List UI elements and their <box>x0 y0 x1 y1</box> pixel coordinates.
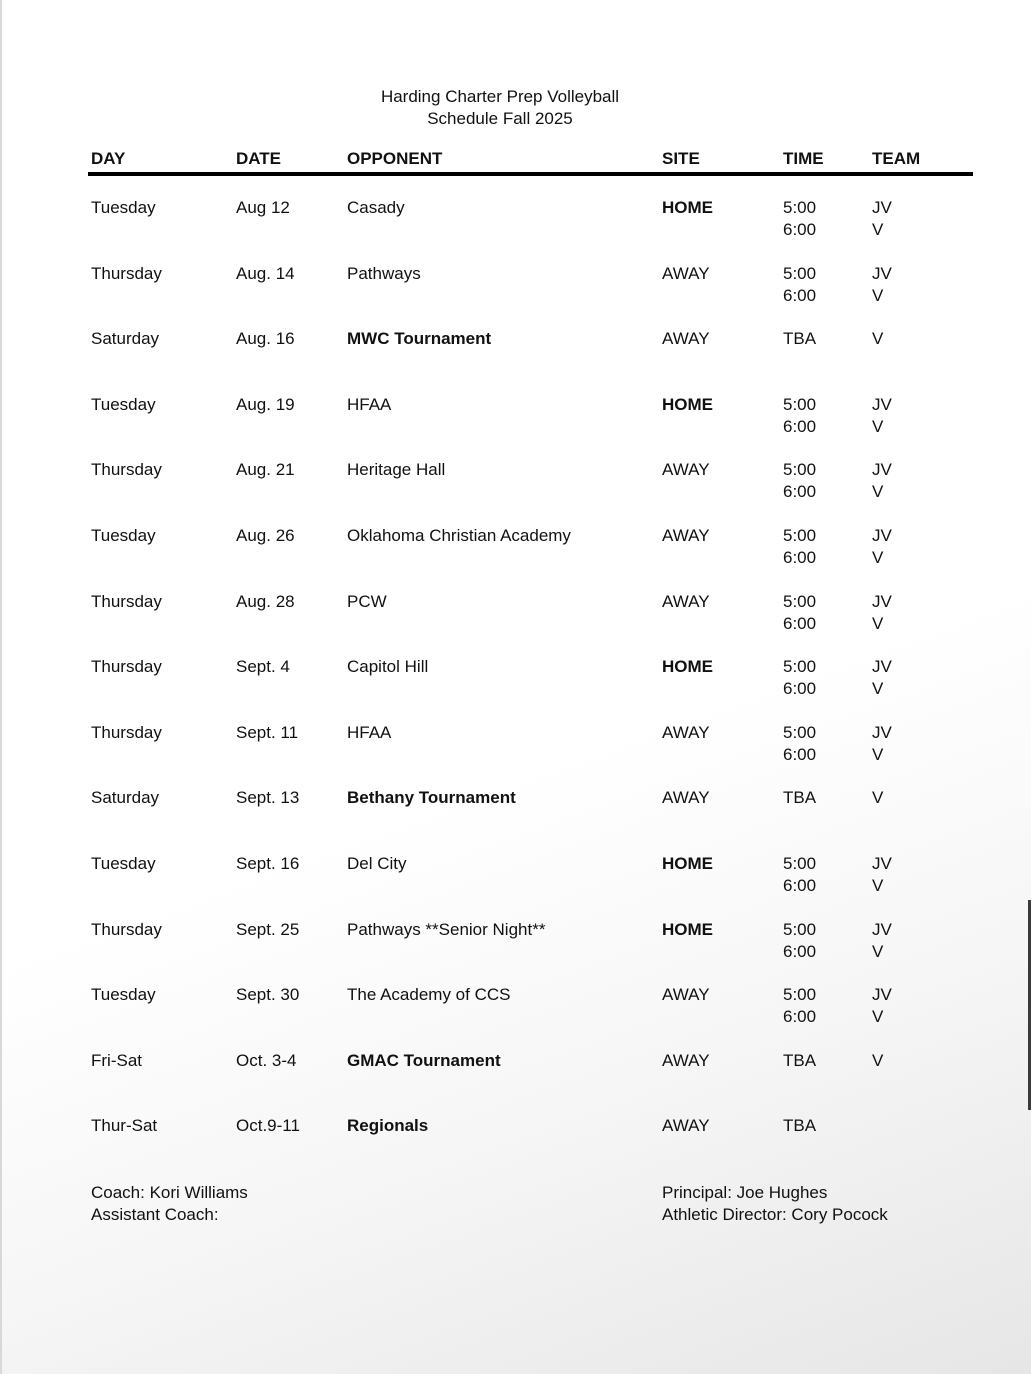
cell-time <box>783 591 816 635</box>
footer-staff-right <box>662 1182 888 1226</box>
cell-team <box>872 459 892 503</box>
cell-day: Saturday <box>91 788 160 808</box>
time-value: TBA <box>783 788 817 808</box>
cell-site: AWAY <box>662 329 710 349</box>
cell-team <box>872 984 892 1028</box>
cell-site: AWAY <box>662 525 710 545</box>
cell-time <box>783 263 816 307</box>
team-value: V <box>872 679 884 699</box>
cell-time <box>783 1115 816 1137</box>
team-value: V <box>872 285 884 305</box>
cell-time <box>783 984 816 1028</box>
cell-time <box>783 919 816 963</box>
header-team: TEAM <box>872 149 921 168</box>
table-row <box>0 1050 1031 1116</box>
cell-opponent: Bethany Tournament <box>347 788 516 808</box>
cell-site: HOME <box>662 853 713 873</box>
cell-site: AWAY <box>662 460 710 480</box>
header-time: TIME <box>783 149 824 168</box>
cell-date: Aug. 26 <box>236 525 295 545</box>
cell-site: HOME <box>662 198 713 217</box>
assistant-coach: Assistant Coach: <box>91 1205 219 1224</box>
table-row <box>0 328 1031 394</box>
table-row <box>0 197 1031 263</box>
cell-site: AWAY <box>662 722 710 742</box>
team-value: V <box>872 1007 884 1027</box>
time-value: 5:00 <box>783 394 817 414</box>
team-value: JV <box>872 985 892 1005</box>
cell-team <box>872 787 883 809</box>
principal-name: Principal: Joe Hughes <box>662 1183 828 1202</box>
time-value: TBA <box>783 1050 817 1070</box>
cell-opponent: Casady <box>347 198 405 217</box>
cell-team <box>872 197 892 241</box>
table-row <box>0 722 1031 788</box>
team-value: V <box>872 482 884 502</box>
time-value: 6:00 <box>783 744 817 764</box>
cell-date: Oct.9-11 <box>236 1116 300 1136</box>
cell-opponent: Regionals <box>347 1116 429 1136</box>
cell-date: Aug 12 <box>236 198 290 217</box>
time-value: 6:00 <box>783 613 817 633</box>
cell-date: Oct. 3-4 <box>236 1050 297 1070</box>
team-value: JV <box>872 263 892 283</box>
cell-day: Saturday <box>91 329 160 349</box>
cell-opponent: Pathways **Senior Night** <box>347 919 546 939</box>
cell-site: HOME <box>662 394 713 414</box>
team-value: JV <box>872 198 892 217</box>
cell-team <box>872 919 892 963</box>
time-value: 5:00 <box>783 460 817 480</box>
team-value: V <box>872 220 884 239</box>
cell-time <box>783 853 816 897</box>
cell-team <box>872 656 892 700</box>
time-value: 6:00 <box>783 482 817 502</box>
cell-date: Sept. 25 <box>236 919 300 939</box>
table-row <box>0 394 1031 460</box>
team-value: V <box>872 875 884 895</box>
cell-date: Aug. 19 <box>236 394 295 414</box>
cell-day: Thur-Sat <box>91 1116 158 1136</box>
cell-date: Sept. 30 <box>236 985 300 1005</box>
cell-time <box>783 722 816 766</box>
cell-opponent: HFAA <box>347 394 392 414</box>
team-value: JV <box>872 722 892 742</box>
cell-site: HOME <box>662 657 713 677</box>
cell-team <box>872 591 892 635</box>
time-value: 5:00 <box>783 591 817 611</box>
cell-time <box>783 656 816 700</box>
cell-opponent: MWC Tournament <box>347 329 492 349</box>
team-value: V <box>872 613 884 633</box>
cell-opponent: GMAC Tournament <box>347 1050 501 1070</box>
time-value: 6:00 <box>783 220 817 239</box>
time-value: TBA <box>783 329 817 349</box>
cell-site: AWAY <box>662 1050 710 1070</box>
cell-day: Thursday <box>91 460 162 480</box>
cell-site: AWAY <box>662 788 710 808</box>
cell-team <box>872 1050 883 1072</box>
cell-date: Sept. 11 <box>236 722 299 742</box>
team-value: JV <box>872 657 892 677</box>
cell-time <box>783 525 816 569</box>
time-value: 6:00 <box>783 547 817 567</box>
cell-opponent: Heritage Hall <box>347 460 446 480</box>
cell-day: Thursday <box>91 722 162 742</box>
time-value: 5:00 <box>783 263 817 283</box>
footer-staff-left <box>91 1182 248 1226</box>
cell-day: Thursday <box>91 263 162 283</box>
cell-opponent: Oklahoma Christian Academy <box>347 525 571 545</box>
schedule-table <box>0 197 1031 1181</box>
cell-day: Tuesday <box>91 198 156 217</box>
cell-time <box>783 1050 816 1072</box>
cell-team <box>872 394 892 438</box>
coach-name: Coach: Kori Williams <box>91 1183 248 1202</box>
cell-opponent: Del City <box>347 853 407 873</box>
team-value: JV <box>872 591 892 611</box>
time-value: 6:00 <box>783 285 817 305</box>
table-row <box>0 263 1031 329</box>
cell-team <box>872 722 892 766</box>
cell-date: Aug. 28 <box>236 591 295 611</box>
title-line-1: Harding Charter Prep Volleyball <box>380 87 620 106</box>
team-value: V <box>872 1050 884 1070</box>
time-value: 5:00 <box>783 985 817 1005</box>
table-header <box>0 149 1031 171</box>
cell-day: Thursday <box>91 919 162 939</box>
cell-opponent: Pathways <box>347 263 421 283</box>
time-value: 5:00 <box>783 525 817 545</box>
schedule-title <box>0 86 1000 130</box>
header-day: DAY <box>91 149 126 168</box>
team-value: JV <box>872 853 892 873</box>
time-value: TBA <box>783 1116 817 1136</box>
table-row <box>0 591 1031 657</box>
cell-date: Sept. 4 <box>236 657 290 677</box>
cell-site: AWAY <box>662 591 710 611</box>
header-divider <box>88 172 973 176</box>
team-value: V <box>872 416 884 436</box>
cell-day: Tuesday <box>91 394 156 414</box>
team-value: V <box>872 744 884 764</box>
time-value: 6:00 <box>783 1007 817 1027</box>
cell-opponent: Capitol Hill <box>347 657 429 677</box>
cell-time <box>783 328 816 350</box>
cell-team <box>872 328 883 350</box>
cell-opponent: PCW <box>347 591 387 611</box>
table-row <box>0 984 1031 1050</box>
cell-team <box>872 525 892 569</box>
cell-site: HOME <box>662 919 713 939</box>
team-value: V <box>872 547 884 567</box>
table-row <box>0 525 1031 591</box>
cell-team <box>872 853 892 897</box>
cell-site: AWAY <box>662 1116 710 1136</box>
cell-day: Fri-Sat <box>91 1050 142 1070</box>
table-row <box>0 656 1031 722</box>
cell-date: Aug. 14 <box>236 263 295 283</box>
cell-day: Thursday <box>91 591 162 611</box>
cell-time <box>783 459 816 503</box>
time-value: 6:00 <box>783 416 817 436</box>
team-value: V <box>872 329 884 349</box>
cell-date: Aug. 21 <box>236 460 295 480</box>
time-value: 5:00 <box>783 919 817 939</box>
cell-time <box>783 787 816 809</box>
time-value: 6:00 <box>783 679 817 699</box>
time-value: 5:00 <box>783 853 817 873</box>
time-value: 5:00 <box>783 198 817 217</box>
table-row <box>0 1115 1031 1181</box>
time-value: 6:00 <box>783 875 817 895</box>
cell-site: AWAY <box>662 985 710 1005</box>
time-value: 6:00 <box>783 941 817 961</box>
team-value: JV <box>872 525 892 545</box>
table-row <box>0 787 1031 853</box>
cell-time <box>783 197 816 241</box>
header-date: DATE <box>236 149 282 168</box>
time-value: 5:00 <box>783 722 817 742</box>
cell-day: Tuesday <box>91 985 156 1005</box>
cell-day: Thursday <box>91 657 162 677</box>
table-row <box>0 459 1031 525</box>
time-value: 5:00 <box>783 657 817 677</box>
header-site: SITE <box>662 149 700 168</box>
cell-team <box>872 263 892 307</box>
cell-day: Tuesday <box>91 525 156 545</box>
cell-date: Sept. 16 <box>236 853 300 873</box>
cell-opponent: The Academy of CCS <box>347 985 511 1005</box>
title-line-2: Schedule Fall 2025 <box>427 109 573 128</box>
cell-date: Aug. 16 <box>236 329 295 349</box>
team-value: V <box>872 941 884 961</box>
team-value: JV <box>872 394 892 414</box>
athletic-director: Athletic Director: Cory Pocock <box>662 1205 888 1224</box>
header-opponent: OPPONENT <box>347 149 443 168</box>
team-value: V <box>872 788 884 808</box>
table-row <box>0 853 1031 919</box>
cell-day: Tuesday <box>91 853 156 873</box>
cell-opponent: HFAA <box>347 722 392 742</box>
cell-site: AWAY <box>662 263 710 283</box>
cell-time <box>783 394 816 438</box>
table-row <box>0 919 1031 985</box>
cell-date: Sept. 13 <box>236 788 300 808</box>
team-value: JV <box>872 460 892 480</box>
team-value: JV <box>872 919 892 939</box>
